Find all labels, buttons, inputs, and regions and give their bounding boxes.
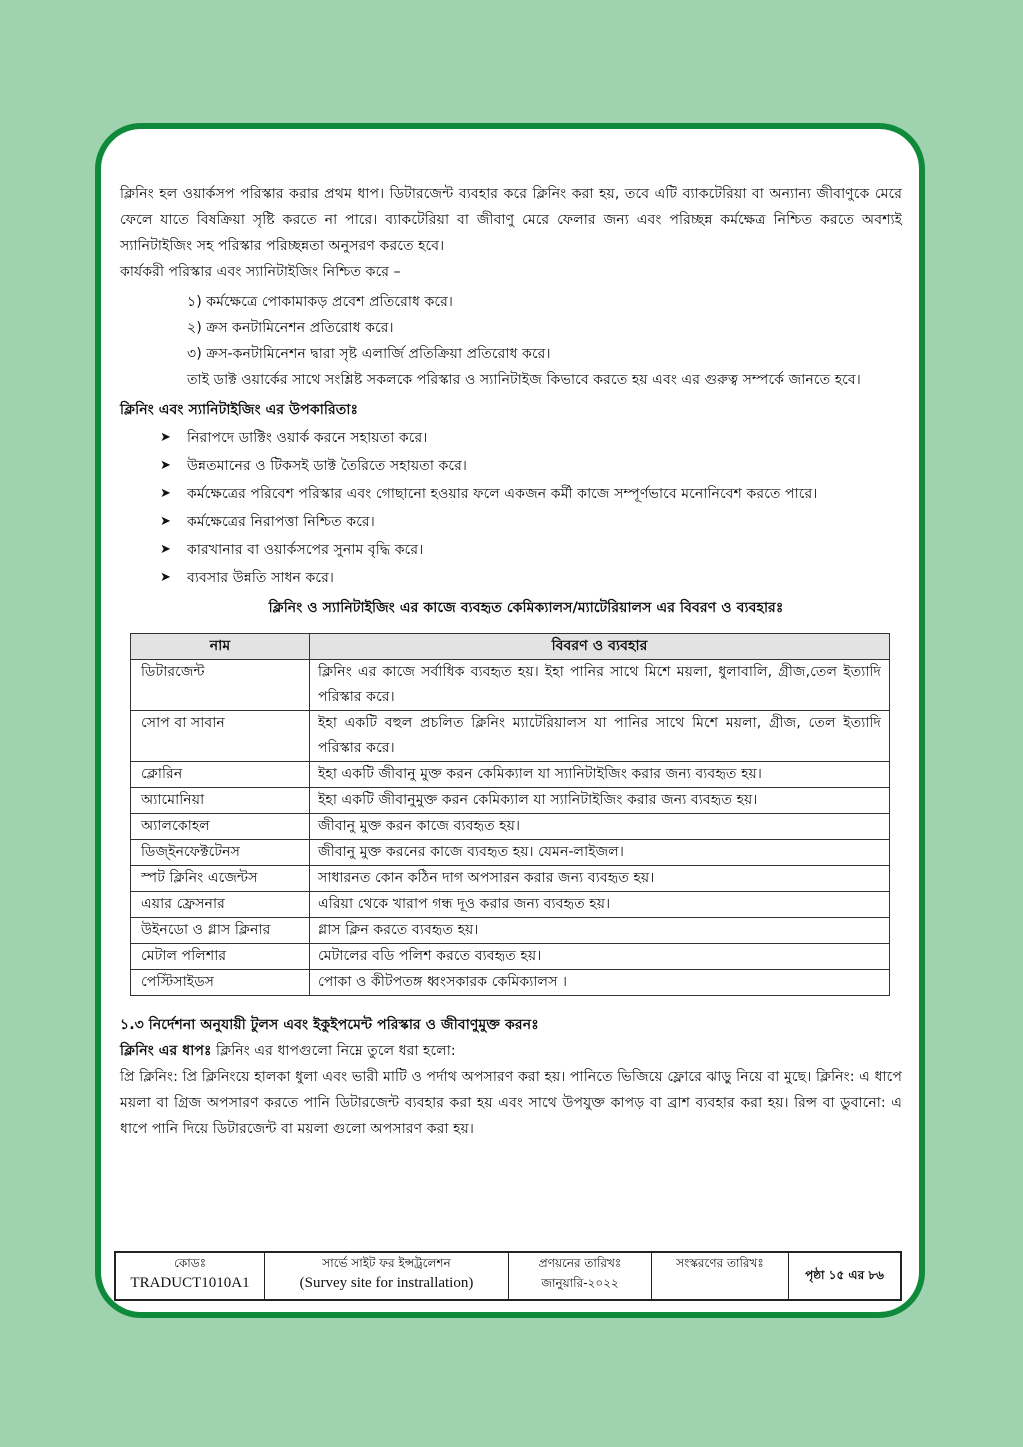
table-row: [131, 840, 890, 866]
arrow-bullet-icon: ➤: [160, 486, 171, 501]
cell-name: সোপ বা সাবান: [131, 711, 310, 762]
arrow-bullet-icon: ➤: [160, 542, 171, 557]
footer-revision-label: সংস্করণের তারিখঃ: [676, 1256, 764, 1270]
footer-code-label: কোডঃ: [174, 1256, 206, 1270]
footer-title-en: (Survey site for instrallation): [299, 1275, 474, 1291]
list-item: ➤ ব্যবসার উন্নতি সাধন করে।: [120, 565, 902, 591]
column-header-name: নাম: [131, 634, 310, 660]
page-content: [120, 181, 902, 1142]
footer-title-cell: [265, 1253, 509, 1299]
column-header-description: বিবরণ ও ব্যবহার: [310, 634, 890, 660]
steps-intro: [120, 1038, 902, 1064]
cell-name: ডিটারজেন্ট: [131, 660, 310, 711]
intro-paragraph: ক্লিনিং হল ওয়ার্কসপ পরিস্কার করার প্রথম ধাপ। ডিটারজেন্ট ব্যবহার করে ক্লিনিং করা হয়, তবে এটি ব্যাকটেরিয়া বা অন্যান্য জীবাণুকে মেরে ফেলে যাতে বিষক্রিয়া সৃষ্টি করতে না পারে। ব্যাকটেরিয়া বা জীবাণু মেরে ফেলার জন্য এবং পরিচ্ছন্ন কর্মক্ষেত্র নিশ্চিত করতে অবশ্যই স্যানিটাইজিং সহ পরিস্কার পরিচ্ছন্নতা অনুসরণ করতে হবে।: [120, 186, 902, 254]
steps-label: ক্লিনিং এর ধাপঃ: [120, 1043, 212, 1059]
cell-name: এয়ার ফ্রেসনার: [131, 892, 310, 918]
arrow-bullet-icon: ➤: [160, 514, 171, 529]
table-row: [131, 918, 890, 944]
table-row: [131, 892, 890, 918]
numbered-item: তাই ডাক্ট ওয়ার্কের সাথে সংশ্লিষ্ট সকলকে পরিস্কার ও স্যানিটাইজ কিভাবে করতে হয় এবং এর গুরুত্ব সম্পর্কে জানতে হবে।: [187, 372, 861, 388]
page-number: পৃষ্ঠা ১৫ এর ৮৬: [805, 1268, 884, 1282]
cell-description: ইহা একটি জীবানুমুক্ত করন কেমিক্যাল যা স্যানিটাইজিং করার জন্য ব্যবহৃত হয়।: [310, 788, 890, 814]
table-row: [131, 970, 890, 996]
list-item: ➤ কর্মক্ষেত্রের পরিবেশ পরিস্কার এবং গোছানো হওয়ার ফলে একজন কর্মী কাজে সম্পূর্ণভাবে মনোনিবেশ করতে পারে।: [120, 481, 902, 507]
cell-description: মেটালের বডি পলিশ করতে ব্যবহৃত হয়।: [310, 944, 890, 970]
cell-description: সাধারনত কোন কঠিন দাগ অপসারন করার জন্য ব্যবহৃত হয়।: [310, 866, 890, 892]
list-item: ➤ নিরাপদে ডাক্টিং ওয়ার্ক করনে সহায়তা করে।: [120, 425, 902, 451]
footer-prep-date: জানুয়ারি-২০২২: [541, 1276, 619, 1290]
cell-description: ইহা একটি বহুল প্রচলিত ক্লিনিং ম্যাটেরিয়ালস যা পানির সাথে মিশে ময়লা, গ্রীজ, তেল ইত্যাদি পরিস্কার করে।: [310, 711, 890, 762]
benefits-list: [120, 425, 902, 591]
cell-description: এরিয়া থেকে খারাপ গন্ধ দূও করার জন্য ব্যবহৃত হয়।: [310, 892, 890, 918]
footer-revision-cell: [652, 1253, 789, 1299]
arrow-bullet-icon: ➤: [160, 570, 171, 585]
page-footer: [114, 1251, 902, 1301]
numbered-item: ৩) ক্রস-কনটামিনেশন দ্বারা সৃষ্ট এলার্জি প্রতিক্রিয়া প্রতিরোধ করে।: [187, 346, 551, 362]
table-row: [131, 866, 890, 892]
table-row: [131, 944, 890, 970]
intro-lead: কার্যকরী পরিস্কার এবং স্যানিটাইজিং নিশ্চিত করে –: [120, 264, 401, 280]
arrow-bullet-icon: ➤: [160, 458, 171, 473]
chemicals-table: [130, 633, 890, 996]
cell-name: অ্যামোনিয়া: [131, 788, 310, 814]
steps-body: প্রি ক্লিনিং: প্রি ক্লিনিংয়ে হালকা ধুলা এবং ভারী মাটি ও পর্দাথ অপসারণ করা হয়। পানিতে ভিজিয়ে ফ্লোরে ঝাড়ু নিয়ে বা মুছে। ক্লিনিং: এ ধাপে ময়লা বা গ্রিজ অপসারণ করতে পানি ডিটারজেন্ট ব্যবহার করা হয় এবং সাথে উপযুক্ত কাপড় বা ব্রাশ ব্যবহার করা হয়। রিন্স বা ডুবানো: এ ধাপে পানি দিয়ে ডিটারজেন্ট বা ময়লা গুলো অপসারণ করা হয়।: [120, 1069, 902, 1137]
cell-description: জীবানু মুক্ত করনের কাজে ব্যবহৃত হয়। যেমন-লাইজল।: [310, 840, 890, 866]
cell-description: ক্লিনিং এর কাজে সর্বাধিক ব্যবহৃত হয়। ইহা পানির সাথে মিশে ময়লা, ধুলাবালি, গ্রীজ,তেল ইত্যাদি পরিস্কার করে।: [310, 660, 890, 711]
cell-description: জীবানু মুক্ত করন কাজে ব্যবহৃত হয়।: [310, 814, 890, 840]
cell-name: উইনডো ও গ্লাস ক্লিনার: [131, 918, 310, 944]
table-row: [131, 711, 890, 762]
steps-text: ক্লিনিং এর ধাপগুলো নিম্নে তুলে ধরা হলো:: [211, 1043, 456, 1059]
cell-description: ইহা একটি জীবানু মুক্ত করন কেমিক্যাল যা স্যানিটাইজিং করার জন্য ব্যবহৃত হয়।: [310, 762, 890, 788]
benefits-heading: ক্লিনিং এবং স্যানিটাইজিং এর উপকারিতাঃ: [120, 402, 359, 418]
cell-name: পেস্টিসাইডস: [131, 970, 310, 996]
benefit-numbered-list: [120, 289, 902, 393]
table-row: [131, 762, 890, 788]
footer-page-cell: [789, 1253, 900, 1299]
numbered-item: ১) কর্মক্ষেত্রে পোকামাকড় প্রবেশ প্রতিরোধ করে।: [187, 294, 453, 310]
cell-name: ডিজ্ইনফেক্টটেনস: [131, 840, 310, 866]
arrow-bullet-icon: ➤: [160, 430, 171, 445]
cell-name: অ্যালকোহল: [131, 814, 310, 840]
list-item: ➤ কারখানার বা ওয়ার্কসপের সুনাম বৃদ্ধি করে।: [120, 537, 902, 563]
section-title: ১.৩ নির্দেশনা অনুযায়ী টুলস এবং ইকুইপমেন্ট পরিস্কার ও জীবাণুমুক্ত করনঃ: [120, 1017, 539, 1033]
footer-code: TRADUCT1010A1: [130, 1275, 250, 1291]
cell-description: পোকা ও কীটপতঙ্গ ধ্বংসকারক কেমিক্যালস ।: [310, 970, 890, 996]
cell-name: মেটাল পলিশার: [131, 944, 310, 970]
cell-name: ক্লোরিন: [131, 762, 310, 788]
numbered-item: ২) ক্রস কনটামিনেশন প্রতিরোধ করে।: [187, 320, 394, 336]
table-row: [131, 660, 890, 711]
footer-title-bn: সার্ভে সাইট ফর ইন্সট্রলেশন: [322, 1256, 451, 1270]
footer-code-cell: [116, 1253, 265, 1299]
table-header-row: [131, 634, 890, 660]
table-heading: ক্লিনিং ও স্যানিটাইজিং এর কাজে ব্যবহৃত কেমিক্যালস/ম্যাটেরিয়ালস এর বিবরণ ও ব্যবহারঃ: [268, 600, 784, 616]
cell-name: স্পট ক্লিনিং এজেন্টস: [131, 866, 310, 892]
list-item: ➤ কর্মক্ষেত্রের নিরাপত্তা নিশ্চিত করে।: [120, 509, 902, 535]
footer-prep-label: প্রণয়নের তারিখঃ: [538, 1256, 622, 1270]
footer-prep-cell: [509, 1253, 652, 1299]
table-row: [131, 814, 890, 840]
table-row: [131, 788, 890, 814]
cell-description: গ্লাস ক্লিন করতে ব্যবহৃত হয়।: [310, 918, 890, 944]
list-item: ➤ উন্নতমানের ও টিকসই ডাক্ট তৈরিতে সহায়তা করে।: [120, 453, 902, 479]
